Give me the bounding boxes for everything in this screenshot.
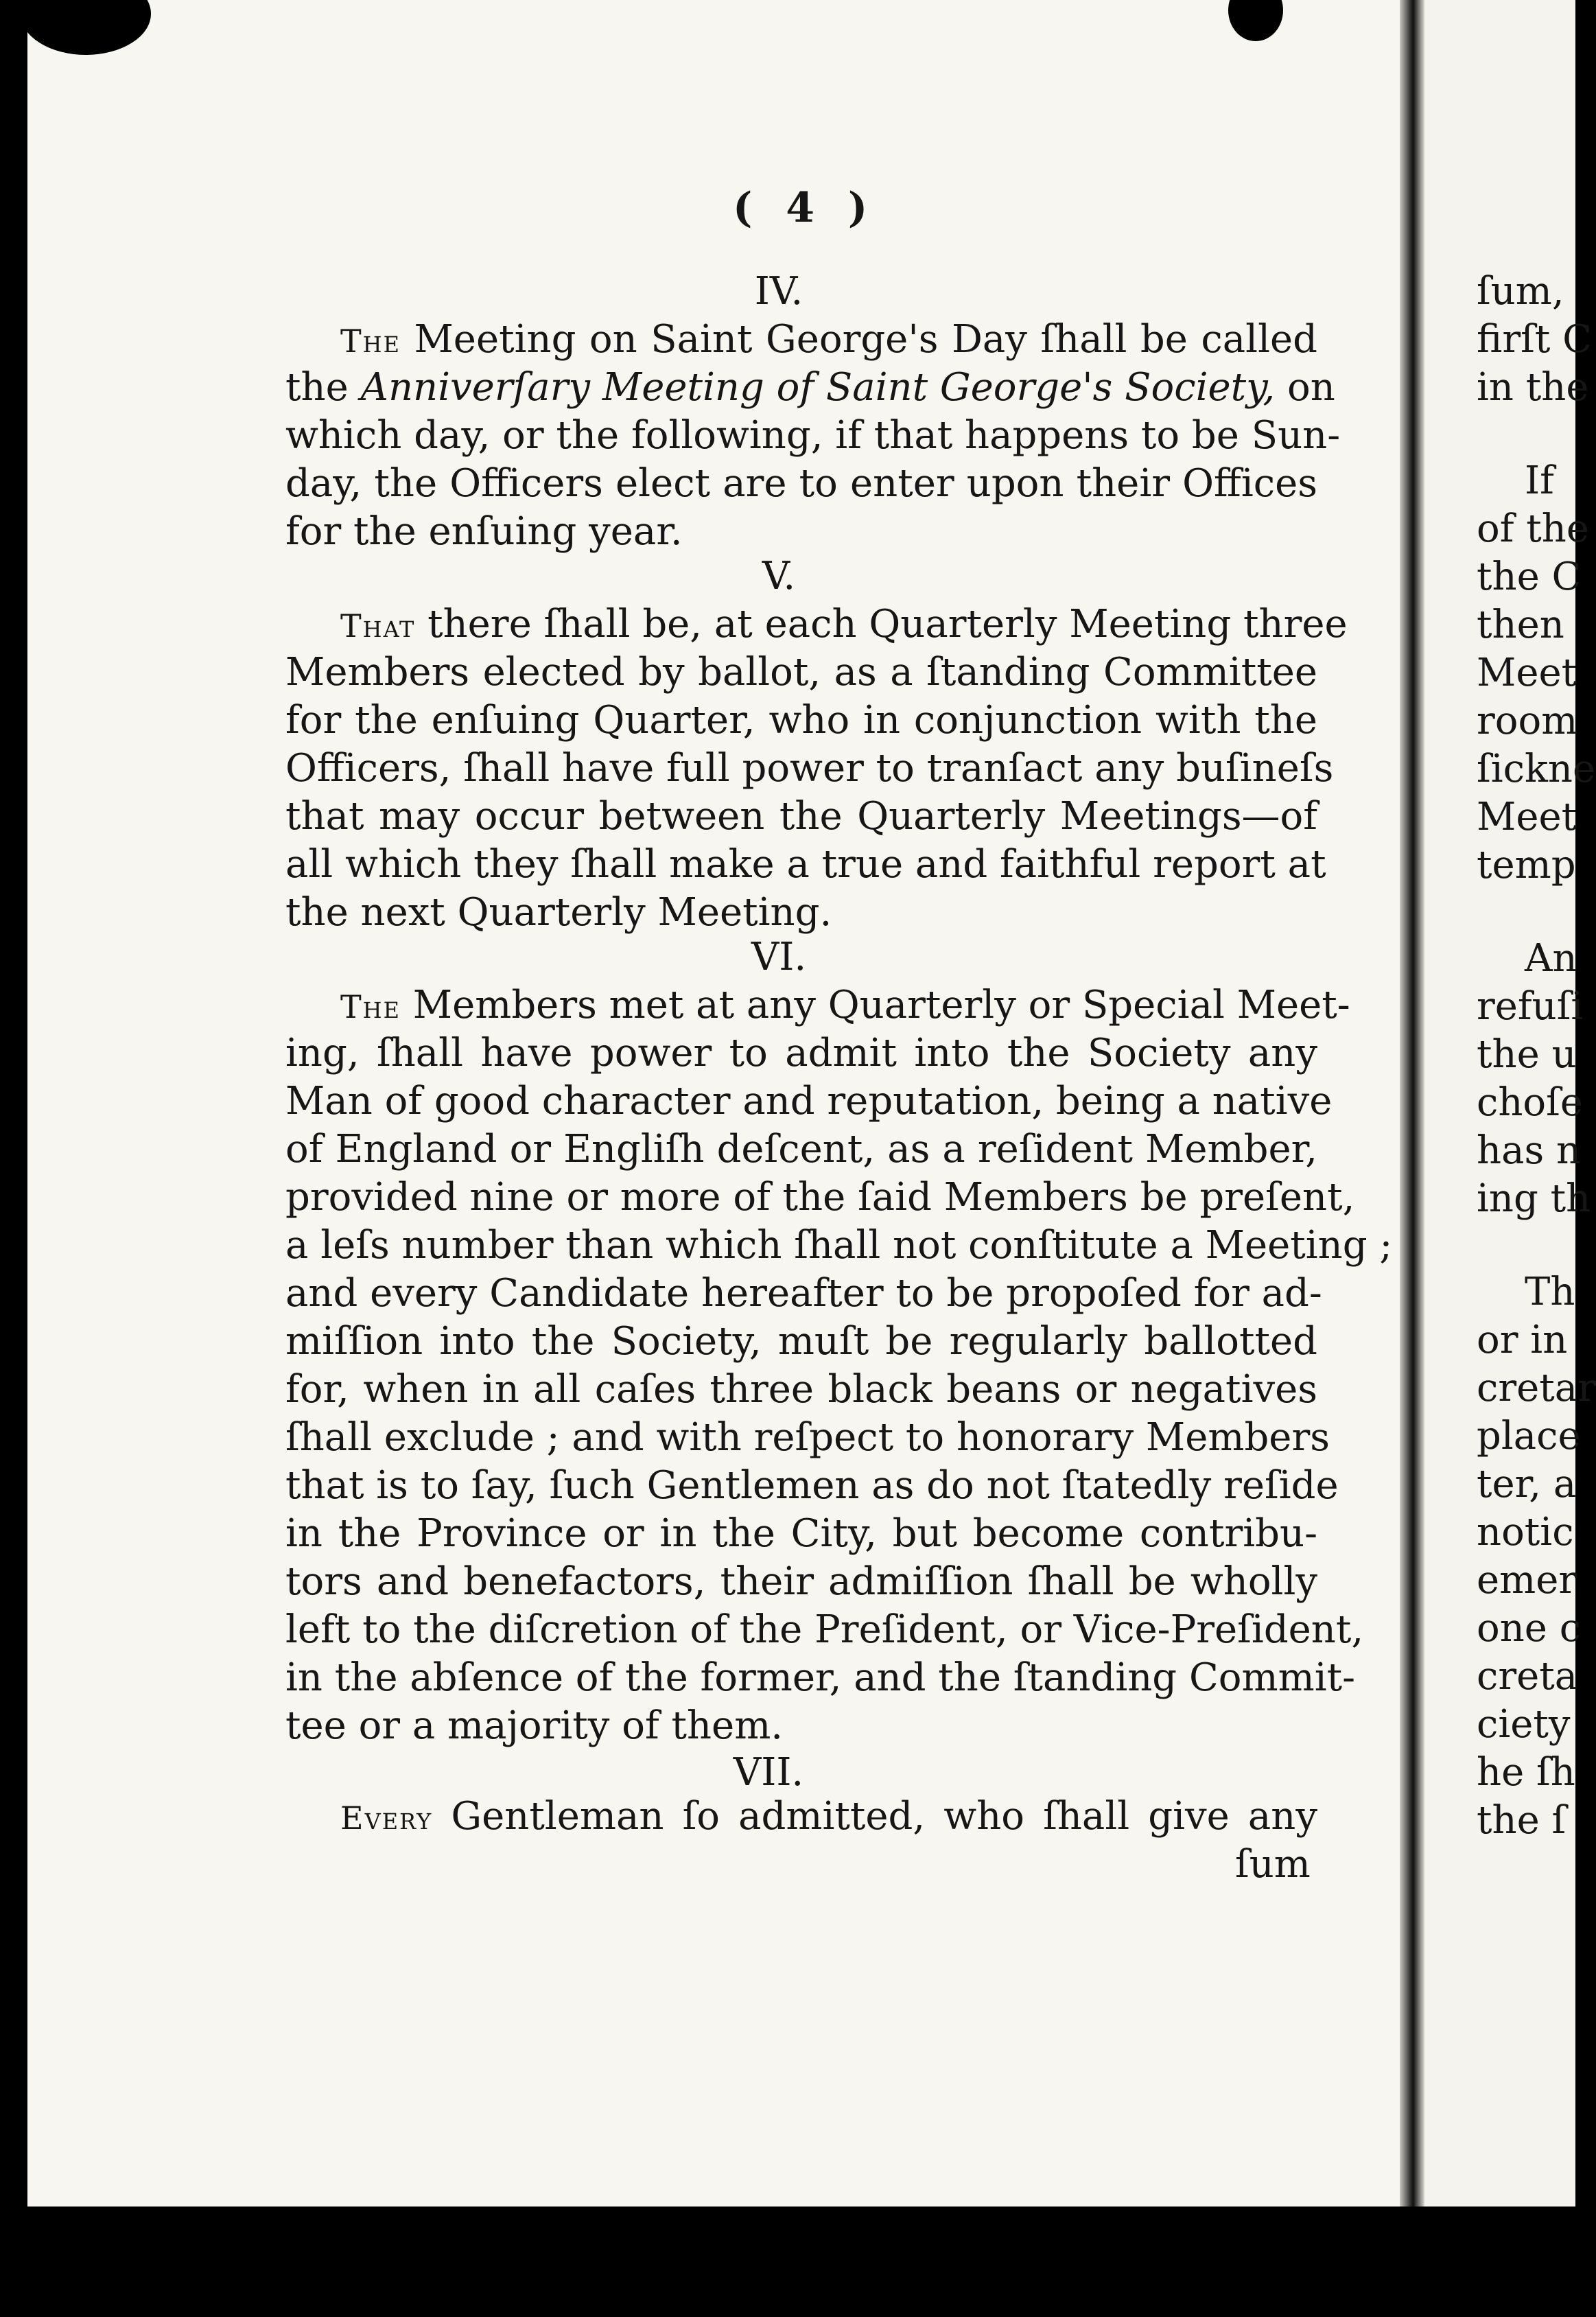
- right-page-line: An: [1525, 936, 1577, 981]
- right-page-line: in the: [1477, 365, 1589, 410]
- section-heading: V.: [762, 554, 796, 598]
- right-page-line: the C: [1477, 555, 1582, 599]
- right-page-line: ſum,: [1477, 269, 1564, 314]
- body-line: [285, 1510, 1317, 1558]
- body-line: [285, 1126, 1317, 1174]
- right-page-line: Meet: [1477, 795, 1577, 839]
- right-page-line: firſt C: [1477, 317, 1592, 362]
- line-text: which day, or the following, if that happens to be Sun-: [285, 413, 1341, 458]
- right-page-line: room: [1477, 699, 1578, 743]
- line-text: that is to ſay, ſuch Gentlemen as do not ſtatedly reſide: [285, 1463, 1339, 1508]
- line-text: tors and benefactors, their admiſſion ſhall be wholly: [285, 1559, 1317, 1604]
- right-page-line: notic: [1477, 1510, 1574, 1555]
- body-line: [285, 1078, 1333, 1126]
- body-line: [285, 649, 1317, 697]
- body-line: [285, 412, 1341, 460]
- page-number: ( 4 ): [733, 184, 878, 232]
- right-page-line: refuſi: [1477, 984, 1584, 1029]
- right-page-line: Meet: [1477, 651, 1577, 695]
- body-line: [285, 460, 1317, 508]
- line-text: Meeting on Saint George's Day ſhall be called: [400, 317, 1317, 362]
- right-page-line: of the: [1477, 507, 1589, 551]
- body-line: [285, 1654, 1356, 1702]
- body-line: [340, 981, 1350, 1031]
- line-text: miſſion into the Society, muſt be regularly ballotted: [285, 1319, 1317, 1364]
- right-page-line: has n: [1477, 1128, 1582, 1173]
- line-text: Members elected by ballot, as a ſtanding Committee: [285, 650, 1317, 695]
- book-gutter: [1400, 0, 1424, 2207]
- line-text: Man of good character and reputation, being a native: [285, 1079, 1333, 1123]
- line-text: provided nine or more of the ſaid Members be preſent,: [285, 1175, 1355, 1220]
- body-line: [285, 841, 1326, 889]
- line-text: tee or a majority of them.: [285, 1703, 784, 1748]
- line-text: for, when in all caſes three black beans or negatives: [285, 1367, 1317, 1412]
- line-text: in the Province or in the City, but become contribu-: [285, 1511, 1317, 1556]
- right-page-line: he ſh: [1477, 1750, 1575, 1795]
- body-line: [285, 697, 1317, 745]
- body-line: [285, 1318, 1317, 1366]
- right-page-line: Th: [1525, 1270, 1575, 1314]
- line-text: the: [285, 365, 361, 410]
- line-text: Members met at any Quarterly or Special Meet-: [400, 983, 1350, 1027]
- section-heading: VII.: [733, 1750, 804, 1795]
- line-text: in the abſence of the former, and the ſtanding Commit-: [285, 1655, 1356, 1700]
- right-page-line: If: [1525, 458, 1554, 503]
- body-line: [285, 889, 1317, 937]
- body-line: [285, 1558, 1317, 1606]
- right-page-line: ſickne: [1477, 747, 1596, 791]
- body-line: [340, 601, 1348, 650]
- body-line: [340, 316, 1317, 365]
- line-text: all which they ſhall make a true and faithful report at: [285, 842, 1326, 887]
- scanner-background: [0, 2207, 1575, 2317]
- catchword: ſum: [1235, 1842, 1311, 1887]
- body-line: [340, 1793, 1317, 1842]
- body-line: [285, 1222, 1393, 1270]
- right-page-line: then: [1477, 603, 1564, 647]
- italic-title: Anniverſary Meeting of Saint George's Society,: [360, 365, 1276, 410]
- line-text: the next Quarterly Meeting.: [285, 890, 832, 935]
- line-text: left to the diſcretion of the Preſident, or Vice-Preſident,: [285, 1607, 1364, 1652]
- section-lead-word: That: [340, 607, 416, 644]
- body-line: [285, 1029, 1317, 1078]
- line-text: of England or Engliſh deſcent, as a reſident Member,: [285, 1127, 1317, 1172]
- body-line: [285, 793, 1317, 841]
- right-page-line: the ſ: [1477, 1798, 1566, 1843]
- body-line: [285, 1366, 1317, 1414]
- line-text: a leſs number than which ſhall not conſtitute a Meeting ;: [285, 1223, 1393, 1268]
- right-page-line: the u: [1477, 1032, 1577, 1077]
- body-line: [285, 1270, 1322, 1318]
- section-heading: VI.: [751, 935, 807, 979]
- right-page-line: or in: [1477, 1318, 1568, 1362]
- line-text: day, the Officers elect are to enter upon their Offices: [285, 461, 1317, 506]
- line-text: that may occur between the Quarterly Meetings—of: [285, 794, 1317, 839]
- right-page-line: one c: [1477, 1606, 1582, 1651]
- right-page-line: place: [1477, 1414, 1581, 1458]
- body-line: [285, 745, 1334, 793]
- body-line: [285, 508, 1317, 556]
- body-line: [285, 1174, 1355, 1222]
- section-lead-word: The: [340, 323, 401, 360]
- right-page-line: ciety: [1477, 1702, 1571, 1747]
- right-page-line: temp: [1477, 843, 1576, 887]
- line-text: and every Candidate hereafter to be propoſed for ad-: [285, 1271, 1322, 1316]
- right-page-line: cretar: [1477, 1366, 1596, 1410]
- body-line: [285, 1606, 1364, 1654]
- right-page-line: emer: [1477, 1558, 1577, 1603]
- body-line: [285, 1702, 1317, 1750]
- line-text: Gentleman ſo admitted, who ſhall give any: [432, 1794, 1317, 1839]
- section-heading: IV.: [754, 269, 803, 314]
- right-page-line: creta: [1477, 1654, 1578, 1699]
- line-text: ſhall exclude ; and with reſpect to honorary Members: [285, 1415, 1330, 1460]
- right-page-line: choſe: [1477, 1080, 1584, 1125]
- line-text: ing, ſhall have power to admit into the Society any: [285, 1031, 1317, 1075]
- body-line: [285, 1414, 1330, 1462]
- line-text: for the enſuing year.: [285, 509, 683, 554]
- right-page-line: ter, a: [1477, 1462, 1577, 1506]
- body-line: [285, 1462, 1339, 1510]
- section-lead-word: The: [340, 988, 401, 1025]
- line-text: Officers, ſhall have full power to tranſact any buſineſs: [285, 746, 1334, 791]
- line-text: there ſhall be, at each Quarterly Meeting three: [415, 602, 1348, 647]
- right-page-line: ing th: [1477, 1176, 1591, 1221]
- body-line: [285, 364, 1335, 412]
- line-text: for the enſuing Quarter, who in conjunction with the: [285, 698, 1317, 743]
- section-lead-word: Every: [340, 1800, 433, 1837]
- line-text: on: [1275, 365, 1335, 410]
